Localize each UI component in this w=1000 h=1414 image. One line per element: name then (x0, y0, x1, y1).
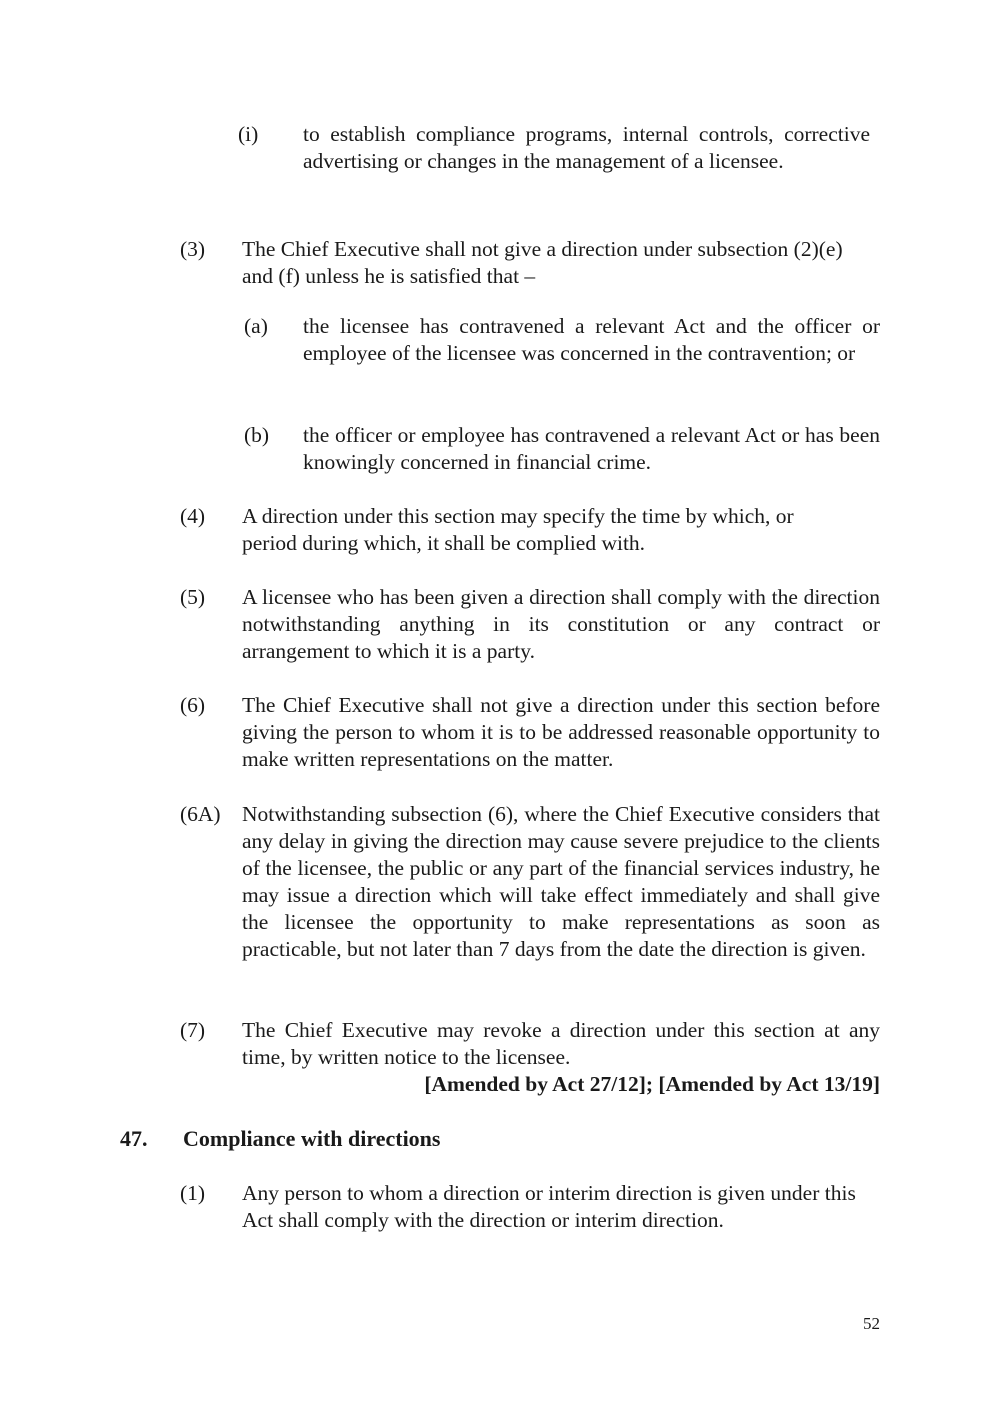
page-number: 52 (863, 1314, 880, 1333)
section-number: 47. (120, 1126, 148, 1151)
item-label-6: (6) (180, 693, 206, 717)
item-text-1: Any person to whom a direction or interim direction is given under this Act shall comply with the direction or interim direction. (242, 1181, 856, 1232)
item-label-1: (1) (180, 1181, 206, 1205)
item-text-i: to establish compliance programs, internal controls, corrective advertising or changes in the management of a licensee. (303, 122, 870, 173)
item-label-5: (5) (180, 585, 206, 609)
section-title: Compliance with directions (183, 1126, 441, 1151)
amendment-note: [Amended by Act 27/12]; [Amended by Act 13/19] (424, 1072, 880, 1096)
item-text-3: The Chief Executive shall not give a direction under subsection (2)(e) and (f) unless he is satisfied that – (242, 237, 843, 288)
item-label-b: (b) (244, 423, 270, 447)
item-label-3: (3) (180, 237, 206, 261)
item-label-a: (a) (244, 314, 268, 338)
item-text-a: the licensee has contravened a relevant Act and the officer or employee of the licensee was concerned in the contravention; or (303, 314, 880, 365)
item-text-5: A licensee who has been given a direction shall comply with the direction notwithstanding anything in its constitution or any contract or arrangement to which it is a party. (242, 585, 880, 663)
item-label-7: (7) (180, 1018, 206, 1042)
item-text-6: The Chief Executive shall not give a direction under this section before giving the person to whom it is to be addressed reasonable opportunity to make written representations on the matter. (242, 693, 880, 771)
item-label-i: (i) (238, 122, 259, 146)
item-text-6a: Notwithstanding subsection (6), where the Chief Executive considers that any delay in giving the direction may cause severe prejudice to the clients of the licensee, the public or any part of the financial services industry, he may issue a direction which will take effect immediately and shall give the licensee the opportunity to make representations as soon as practicable, but not later than 7 days from the date the direction is given. (242, 802, 880, 961)
item-text-b: the officer or employee has contravened a relevant Act or has been knowingly concerned in financial crime. (303, 423, 880, 474)
item-text-7: The Chief Executive may revoke a direction under this section at any time, by written notice to the licensee. (242, 1018, 880, 1069)
item-text-4: A direction under this section may specify the time by which, or period during which, it shall be complied with. (242, 504, 794, 555)
item-label-4: (4) (180, 504, 206, 528)
item-label-6a: (6A) (180, 802, 221, 826)
